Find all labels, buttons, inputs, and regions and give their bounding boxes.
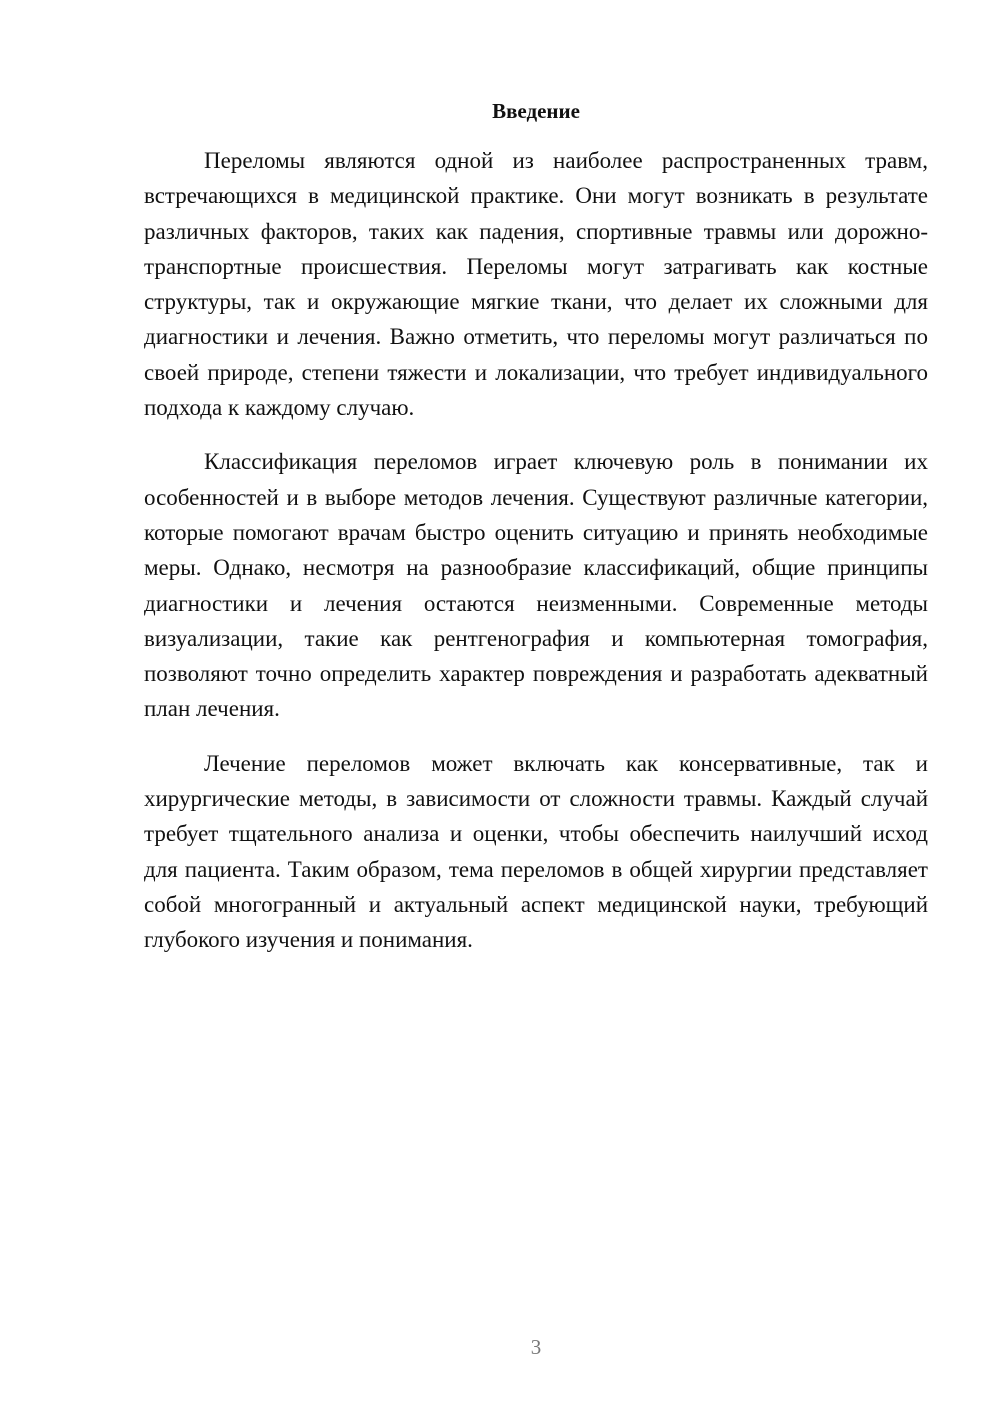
body-text (144, 143, 928, 977)
paragraph-2: Классификация переломов играет ключевую роль в понимании их особенностей и в выборе методов лечения. Существуют различные категории, которые помогают врачам быстро оценить ситуацию и принять необходимые меры. Однако, несмотря на разнообразие классификаций, общие принципы диагностики и лечения остаются неизменными. Современные методы визуализации, такие как рентгенография и компьютерная томография, позволяют точно определить характер повреждения и разработать адекватный план лечения. (144, 449, 928, 722)
page-title: Введение (492, 99, 580, 123)
paragraph-1: Переломы являются одной из наиболее распространенных травм, встречающихся в медицинской практике. Они могут возникать в результате различных факторов, таких как падения, спортивные травмы или дорожно-транспортные происшествия. Переломы могут затрагивать как костные структуры, так и окружающие мягкие ткани, что делает их сложными для диагностики и лечения. Важно отметить, что переломы могут различаться по своей природе, степени тяжести и локализации, что требует индивидуального подхода к каждому случаю. (144, 148, 928, 421)
page-number: 3 (530, 1335, 542, 1359)
paragraph-3: Лечение переломов может включать как консервативные, так и хирургические методы, в зависимости от сложности травмы. Каждый случай требует тщательного анализа и оценки, чтобы обеспечить наилучший исход для пациента. Таким образом, тема переломов в общей хирургии представляет собой многогранный и актуальный аспект медицинской науки, требующий глубокого изучения и понимания. (144, 750, 928, 953)
